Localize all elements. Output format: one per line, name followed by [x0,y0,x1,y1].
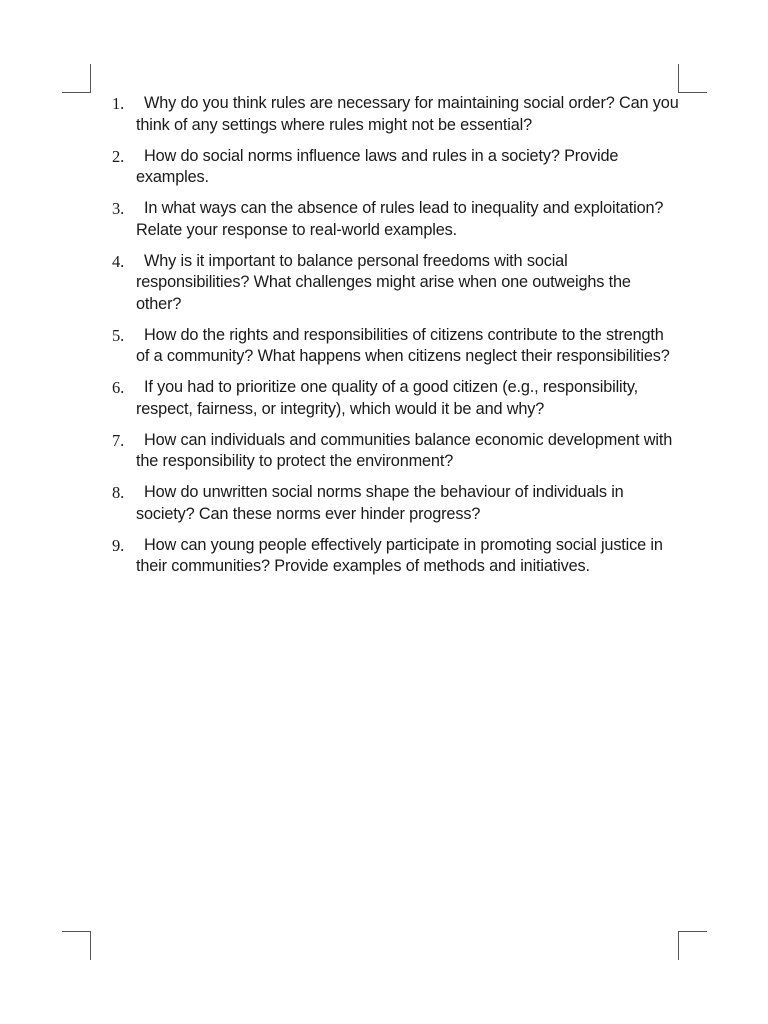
question-number: 1. [112,94,125,113]
crop-mark-top-left [62,64,91,93]
question-number: 6. [112,378,125,397]
question-text: How do the rights and responsibilities of citizens contribute to the strength of a community? What happens when citizens neglect their responsibilities? [136,325,670,365]
question-item [110,377,680,420]
question-text: In what ways can the absence of rules lead to inequality and exploitation? Relate your response to real-world examples. [136,199,664,239]
crop-mark-bottom-right [678,931,707,960]
question-text: How can young people effectively participate in promoting social justice in their communities? Provide examples of methods and initiatives. [136,535,663,575]
question-item [110,251,680,316]
question-text: If you had to prioritize one quality of a good citizen (e.g., responsibility, respect, fairness, or integrity), which would it be and why? [136,378,639,418]
question-text: How can individuals and communities balance economic development with the responsibility to protect the environment? [136,430,673,470]
question-number: 5. [112,325,125,345]
question-text: Why is it important to balance personal freedoms with social responsibilities? What challenges might arise when one outweighs the other? [136,251,631,313]
question-item [110,198,680,241]
question-item [110,535,680,578]
question-text: Why do you think rules are necessary for maintaining social order? Can you think of any settings where rules might not be essential? [136,94,679,134]
question-text: How do social norms influence laws and rules in a society? Provide examples. [136,146,619,186]
question-number: 8. [112,483,125,502]
question-item [110,325,680,368]
question-item [110,146,680,189]
question-number: 7. [112,430,125,450]
crop-mark-top-right [678,64,707,93]
question-number: 4. [112,251,125,271]
question-number: 9. [112,535,125,555]
question-item [110,430,680,473]
question-item [110,93,680,136]
question-item [110,482,680,525]
question-number: 3. [112,199,125,218]
question-text: How do unwritten social norms shape the behaviour of individuals in society? Can these norms ever hinder progress? [136,483,624,523]
crop-mark-bottom-left [62,931,91,960]
question-list [110,93,680,587]
question-number: 2. [112,146,125,166]
